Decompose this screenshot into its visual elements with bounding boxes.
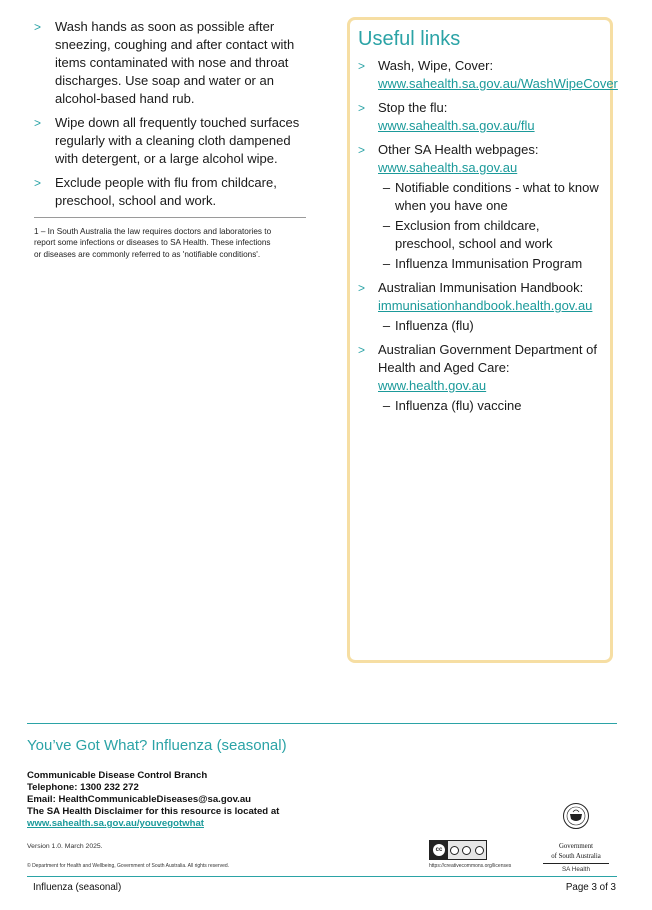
link-url[interactable]: www.health.gov.au [378,378,487,393]
sub-list [378,397,602,415]
page-number: Page 3 of 3 [565,882,616,893]
license-url: https://creativecommons.org/licenses [429,863,512,869]
chevron-right-icon: > [34,20,42,34]
link-url[interactable]: www.sahealth.sa.gov.au/WashWipeCover [378,76,618,91]
sub-list [378,179,602,273]
prevention-bullets [34,18,309,216]
sa-health-label: SA Health [561,866,590,873]
chevron-right-icon: > [358,343,366,357]
bullet-text: Exclude people with flu from childcare, preschool, school and work. [55,175,277,208]
footer-divider [27,723,617,724]
link-label: Stop the flu: [378,100,448,115]
chevron-right-icon: > [358,281,366,295]
dash-icon: – [382,256,391,271]
link-label: Australian Immunisation Handbook: [378,280,584,295]
disclaimer-text: The SA Health Disclaimer for this resource is located at [27,806,280,817]
useful-links-title: Useful links [358,28,461,50]
bullet-item [34,174,309,210]
email: Email: HealthCommunicableDiseases@sa.gov.au [27,794,252,805]
gov-line-2: of South Australia [551,853,601,860]
link-body [378,141,602,273]
sub-item-text: Influenza (flu) vaccine [395,398,522,413]
sub-item-text: Exclusion from childcare, preschool, school and work [395,218,553,251]
link-body [378,57,618,93]
gov-line-1: Government [559,843,593,850]
chevron-right-icon: > [358,143,366,157]
link-body [378,279,602,335]
link-label: Wash, Wipe, Cover: [378,58,494,73]
chevron-right-icon: > [358,59,366,73]
footnote-divider [34,217,306,218]
link-item-sa-health-webpages [358,141,602,273]
chevron-right-icon: > [358,101,366,115]
sub-item [378,255,602,273]
cc-icon [430,841,448,859]
useful-links-box [347,17,618,663]
sub-list [378,317,602,335]
link-label: Australian Government Department of Health and Aged Care: [378,342,597,375]
sub-item [378,217,602,253]
sub-item [378,179,602,215]
cc-label: cc [433,844,445,856]
dash-icon: – [382,218,391,233]
dash-icon: – [382,180,391,195]
sub-item-text: Influenza (flu) [395,318,474,333]
bullet-text: Wash hands as soon as possible after sneezing, coughing and after contact with items contaminated with nose and throat discharges. Use soap and water or an alcohol-based hand rub. [55,19,295,106]
bullet-item [34,18,309,108]
copyright: © Department for Health and Wellbeing, Government of South Australia. All rights reserved. [27,863,230,869]
link-item-health-dept [358,341,602,415]
link-url[interactable]: www.sahealth.sa.gov.au/flu [378,118,535,133]
creative-commons-badge [429,840,487,860]
link-url[interactable]: immunisationhandbook.health.gov.au [378,298,593,313]
link-body [378,99,602,135]
link-item-wash-wipe-cover [358,57,618,93]
version: Version 1.0. March 2025. [27,843,103,850]
dash-icon: – [382,318,391,333]
branch-name: Communicable Disease Control Branch [27,770,208,781]
contact-block [27,770,279,830]
nd-icon [475,846,484,855]
sub-item-text: Notifiable conditions - what to know when you have one [395,180,599,213]
cc-terms [448,841,486,859]
link-item-immunisation-handbook [358,279,602,335]
nc-icon [462,846,471,855]
logo-divider [543,863,609,864]
sa-crest-icon [561,800,591,836]
telephone: Telephone: 1300 232 272 [27,782,139,793]
sub-item [378,317,602,335]
bullet-item [34,114,309,168]
link-body [378,341,602,415]
document-title: Influenza (seasonal) [33,882,122,893]
government-logo [539,800,613,873]
sub-item [378,397,602,415]
by-icon [450,846,459,855]
chevron-right-icon: > [34,176,42,190]
footnote: 1 – In South Australia the law requires doctors and laboratories to report some infections or diseases to SA Health. These infections or diseases are commonly referred to as 'notifiable conditions'. [34,227,272,259]
bullet-text: Wipe down all frequently touched surfaces regularly with a cleaning cloth dampened with detergent, or a large alcohol wipe. [55,115,300,166]
dash-icon: – [382,398,391,413]
link-label: Other SA Health webpages: [378,142,539,157]
sub-item-text: Influenza Immunisation Program [395,256,583,271]
footer-title: You’ve Got What? Influenza (seasonal) [27,737,287,754]
link-url[interactable]: www.sahealth.sa.gov.au [378,160,518,175]
link-item-stop-the-flu [358,99,602,135]
page-footer-divider [27,876,617,877]
chevron-right-icon: > [34,116,42,130]
disclaimer-link[interactable]: www.sahealth.sa.gov.au/youvegotwhat [27,818,204,829]
